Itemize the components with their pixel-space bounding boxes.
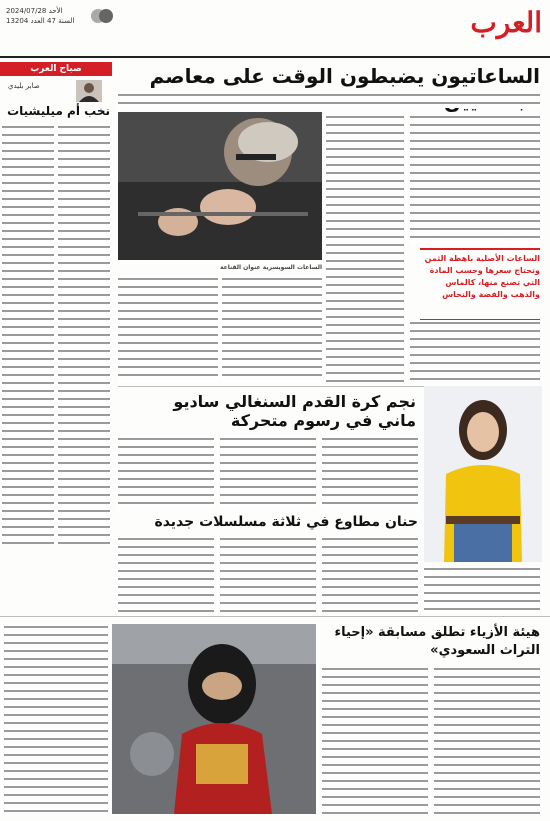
story-4-headline: هيئة الأزياء تطلق مسابقة «إحياء التراث السعودي»	[334, 625, 540, 658]
divider-2	[0, 616, 550, 617]
sidebar-text-col-1	[2, 124, 54, 544]
story-3-headline: حنان مطاوع في ثلاثة مسلسلات جديدة	[154, 514, 418, 530]
sidebar-headline: نخب أم ميليشيات	[7, 104, 110, 118]
author-avatar	[76, 80, 102, 102]
issue-text: السنة 47 العدد 13204	[6, 17, 75, 25]
dateline	[6, 6, 74, 26]
actress-photo	[424, 386, 542, 562]
watchmaker-photo	[118, 112, 322, 260]
photo-caption: الساعات السويسرية عنوان القناعة	[219, 264, 322, 271]
main-headline: الساعاتيون يضبطون الوقت على معاصم	[149, 64, 540, 88]
story-3-text-col-2	[220, 536, 316, 612]
main-text-col-2	[326, 114, 404, 382]
story-4-text-col-left	[4, 624, 108, 814]
story-4-text-col-1	[322, 666, 428, 814]
story-4-text-col-2	[434, 666, 540, 814]
heritage-photo	[112, 624, 316, 814]
sidebar-column	[0, 62, 112, 550]
main-text-col-4	[222, 276, 322, 382]
logo-mark-icon	[90, 8, 114, 24]
story-3-text-col-4	[424, 566, 540, 612]
newspaper-logo: العرب	[470, 6, 542, 39]
pull-quote: الساعات الأصلية باهظة الثمن وتحتاج سعرها وحسب المادة التي تصنع منها، كالماس والذهب والفضة والنحاس	[420, 248, 540, 321]
sidebar-text-col-2	[58, 124, 110, 544]
main-text-col-1	[410, 114, 540, 244]
story-2-text-col-1	[118, 436, 214, 508]
sidebar-title: صباح العرب	[0, 62, 112, 76]
masthead	[0, 0, 550, 58]
story-2-text-col-2	[220, 436, 316, 508]
main-lead-text	[118, 92, 540, 108]
story-3-text-col-3	[322, 536, 418, 612]
main-text-col-1b	[410, 320, 540, 382]
story-2-headline: نجم كرة القدم السنغالي ساديو ماني في رسوم متحركة	[173, 392, 416, 430]
story-3-text-col-1	[118, 536, 214, 612]
date-text: الأحد 2024/07/28	[6, 7, 63, 15]
main-text-col-3	[118, 276, 218, 382]
author-name: صابر بليدي	[8, 82, 40, 90]
story-2-text-col-3	[322, 436, 418, 508]
